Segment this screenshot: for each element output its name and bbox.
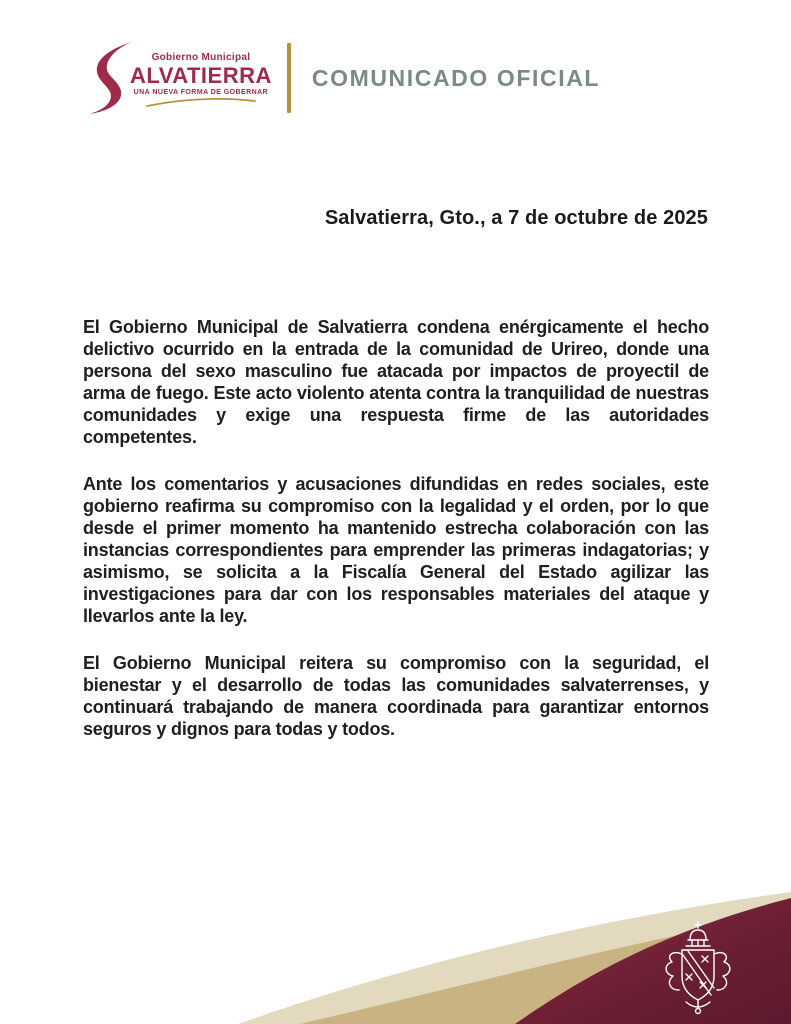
municipal-government-logo — [85, 42, 272, 114]
logo-wordmark: ALVATIERRA — [130, 62, 272, 88]
logo-tagline: UNA NUEVA FORMA DE GOBERNAR — [133, 88, 269, 96]
paragraph-1: El Gobierno Municipal de Salvatierra condena enérgicamente el hecho delictivo ocurrido en la entrada de la comunidad de Urireo, donde una persona del sexo masculino fue atacada por impactos de proyectil de arma de fuego. Este acto violento atenta contra la tranquilidad de nuestras comunidades y exige una respuesta firme de las autoridades competentes. — [83, 317, 709, 447]
communique-body — [83, 316, 709, 765]
header-divider — [287, 43, 291, 113]
paragraph-3: El Gobierno Municipal reitera su compromiso con la seguridad, el bienestar y el desarrollo de todas las comunidades salvaterrenses, y continuará trabajando de manera coordinada para garantizar entornos seguros y dignos para todas y todos. — [83, 653, 709, 739]
footer-decoration — [0, 774, 791, 1024]
dateline: Salvatierra, Gto., a 7 de octubre de 2025 — [324, 207, 708, 229]
logo-text-block — [130, 52, 272, 107]
header — [85, 42, 600, 114]
logo-department-label: Gobierno Municipal — [151, 51, 251, 63]
page-title: COMUNICADO OFICIAL — [311, 64, 601, 91]
paragraph-2: Ante los comentarios y acusaciones difundidas en redes sociales, este gobierno reafirma su compromiso con la legalidad y el orden, por lo que desde el primer momento ha mantenido estrecha colaboración con las instancias correspondientes para emprender las primeras indagatorias; y asimismo, se solicita a la Fiscalía General del Estado agilizar las investigaciones para dar con los responsables materiales del ataque y llevarlos ante la ley. — [83, 474, 709, 626]
gold-swoosh-icon — [145, 98, 257, 107]
